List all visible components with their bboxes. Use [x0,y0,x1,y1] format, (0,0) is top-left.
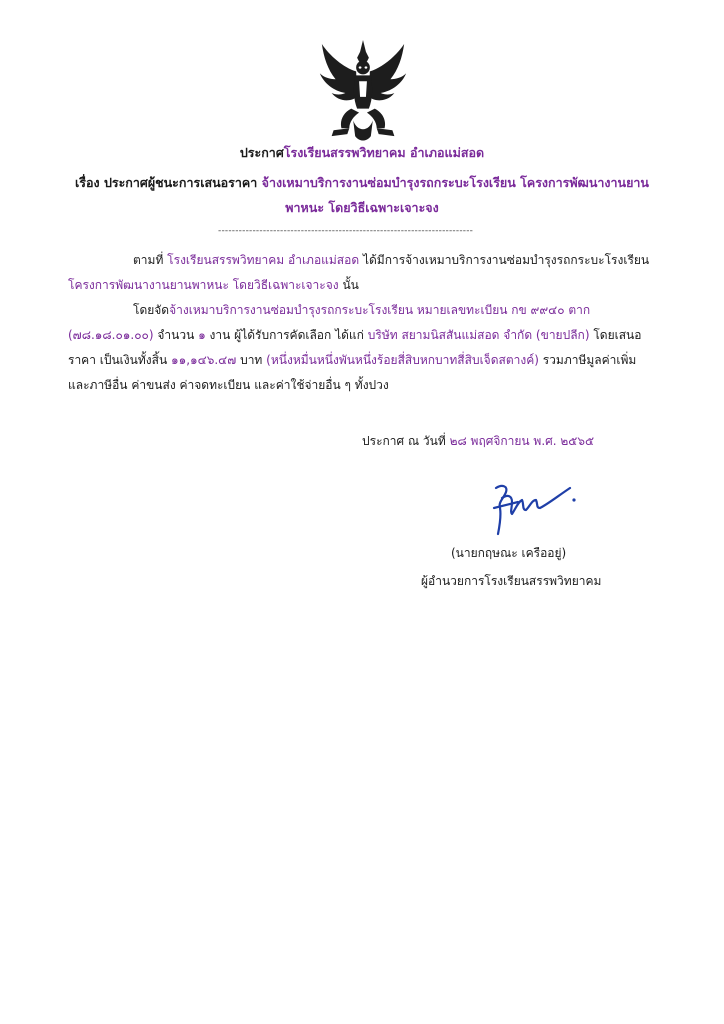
subject-prefix: เรื่อง ประกาศผู้ชนะการเสนอราคา [75,175,262,190]
p2-company: บริษัท สยามนิสสันแม่สอด จำกัด (ขายปลีก) [367,328,590,342]
p2-text: รวมภาษีมูลค่าเพิ่ม [538,353,637,367]
p2-amount: ๑๑,๑๔๖.๔๗ [170,353,237,367]
paragraph-2-line-4: และภาษีอื่น ค่าขนส่ง ค่าจดทะเบียน และค่าใช้จ่ายอื่น ๆ ทั้งปวง [68,378,389,392]
announce-label: ประกาศ ณ วันที่ [362,434,450,448]
paragraph-1-line-2 [68,276,359,294]
p2-text: โดยเสนอ [589,328,642,342]
signer-name: (นายกฤษณะ เครืออยู่) [451,546,567,560]
divider: -------------------------------------------------------------------------- [218,226,474,236]
p2-code: (๗๘.๑๘.๐๑.๐๐) [68,328,154,342]
announce-date-line [362,432,594,450]
p1-project: โครงการพัฒนางานยานพาหนะ โดยวิธีเฉพาะเจาะจง [68,278,339,292]
p2-text: ราคา เป็นเงินทั้งสิ้น [68,353,171,367]
announcement-title [0,144,724,162]
p2-amount-words: (หนึ่งหมื่นหนึ่งพันหนึ่งร้อยสี่สิบหกบาทสี่สิบเจ็ดสตางค์) [266,353,539,367]
p2-quantity: ๑ [198,328,206,342]
school-name: โรงเรียนสรรพวิทยาคม อำเภอแม่สอด [283,145,485,160]
announce-date: ๒๘ พฤศจิกายน พ.ศ. ๒๕๖๕ [449,434,595,448]
p1-text: นั้น [338,278,359,292]
paragraph-1-line-1 [133,251,649,269]
garuda-emblem-icon [314,38,412,146]
handwritten-signature-icon [488,478,580,536]
p2-text: โดยจัด [133,303,170,317]
subject-text: จ้างเหมาบริการงานซ่อมบำรุงรถกระบะโรงเรียน โครงการพัฒนางานยาน [261,175,649,190]
paragraph-2-line-3 [68,351,636,369]
paragraph-2-line-2 [68,326,641,344]
p2-text: บาท [236,353,267,367]
p1-text: ตามที่ [133,253,168,267]
subject-line-1 [0,174,724,192]
p2-text: จำนวน [153,328,199,342]
p1-school: โรงเรียนสรรพวิทยาคม อำเภอแม่สอด [167,253,360,267]
paragraph-2-line-1 [133,301,590,319]
p2-text: งาน ผู้ได้รับการคัดเลือก ได้แก่ [205,328,368,342]
p2-job: จ้างเหมาบริการงานซ่อมบำรุงรถกระบะโรงเรียน หมายเลขทะเบียน กข ๙๙๔๐ ตาก [169,303,591,317]
subject-line-2: พาหนะ โดยวิธีเฉพาะเจาะจง [285,200,439,215]
title-prefix: ประกาศ [239,145,284,160]
signer-title: ผู้อำนวยการโรงเรียนสรรพวิทยาคม [421,574,602,588]
p1-text: ได้มีการจ้างเหมาบริการงานซ่อมบำรุงรถกระบะโรงเรียน [359,253,650,267]
